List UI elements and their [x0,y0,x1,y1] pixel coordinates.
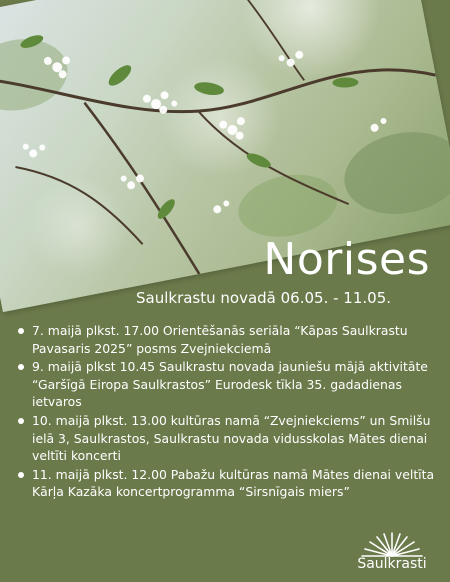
list-item: 7. maijā plkst. 17.00 Orientēšanās seriāla “Kāpas Saulkrastu Pavasaris 2025” posms Zvejniekciemā [18,322,438,357]
list-item: 10. maijā plkst. 13.00 kultūras namā “Zvejniekciems” un Smilšu ielā 3, Saulkrastos, Saulkrastu novada vidusskolas Mātes dienai veltīti koncerti [18,412,438,465]
saulkrasti-logo [352,530,432,572]
page-subtitle: Saulkrastu novadā 06.05. - 11.05. [136,289,392,307]
list-item: 9. maijā plkst 10.45 Saulkrastu novada jauniešu mājā aktivitāte “Garšīgā Eiropa Saulkrastos” Eurodesk tīkla 35. gadadienas ietvaros [18,358,438,411]
logo-text: Saulkrasti [357,556,427,572]
list-item: 11. maijā plkst. 12.00 Pabažu kultūras namā Mātes dienai veltīta Kārļa Kazāka koncertprogramma “Sirsnīgais miers” [18,466,438,501]
event-list [18,322,438,502]
sun-rays-icon [360,530,424,558]
page-title: Norises [263,234,430,285]
